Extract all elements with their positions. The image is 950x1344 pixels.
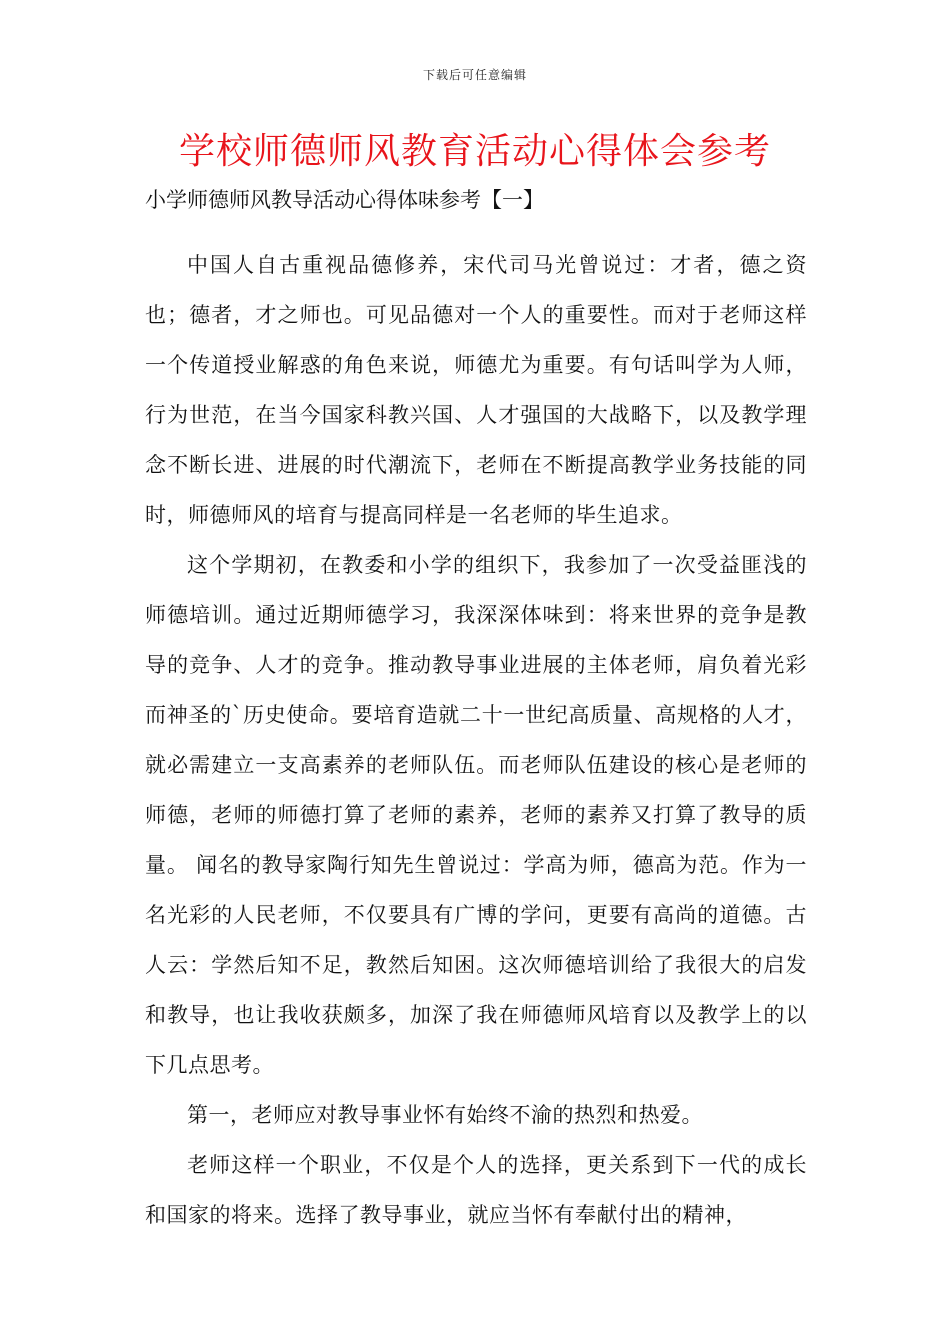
paragraph: 第一，老师应对教导事业怀有始终不渝的热烈和热爱。 <box>187 1103 703 1127</box>
document-body <box>145 180 807 1240</box>
section-subtitle: 小学师德师风教导活动心得体味参考【一】 <box>145 188 544 212</box>
paragraph: 老师这样一个职业，不仅是个人的选择，更关系到下一代的成长和国家的将来。选择了教导事业，就应当怀有奉献付出的精神， <box>145 1153 807 1227</box>
paragraph: 中国人自古重视品德修养，宋代司马光曾说过：才者，德之资也；德者，才之师也。可见品德对一个人的重要性。而对于老师这样一个传道授业解惑的角色来说，师德尤为重要。有句话叫学为人师，行为世范，在当今国家科教兴国、人才强国的大战略下，以及教学理念不断长进、进展的时代潮流下，老师在不断提高教学业务技能的同时，师德师风的培育与提高同样是一名老师的毕生追求。 <box>145 253 807 527</box>
document-title: 学校师德师风教育活动心得体会参考 <box>178 131 771 172</box>
paragraph: 这个学期初，在教委和小学的组织下，我参加了一次受益匪浅的师德培训。通过近期师德学习，我深深体味到：将来世界的竞争是教导的竞争、人才的竞争。推动教导事业进展的主体老师，肩负着光彩而神圣的`历史使命。要培育造就二十一世纪高质量、高规格的人才，就必需建立一支高素养的老师队伍。而老师队伍建设的核心是老师的师德，老师的师德打算了老师的素养，老师的素养又打算了教导的质量。 闻名的教导家陶行知先生曾说过：学高为师，德高为范。作为一名光彩的人民老师，不仅要具有广博的学问，更要有高尚的道德。古人云：学然后知不足，教然后知困。这次师德培训给了我很大的启发和教导，也让我收获颇多，加深了我在师德师风培育以及教学上的以下几点思考。 <box>145 553 807 1077</box>
header-note: 下载后可任意编辑 <box>422 68 527 82</box>
